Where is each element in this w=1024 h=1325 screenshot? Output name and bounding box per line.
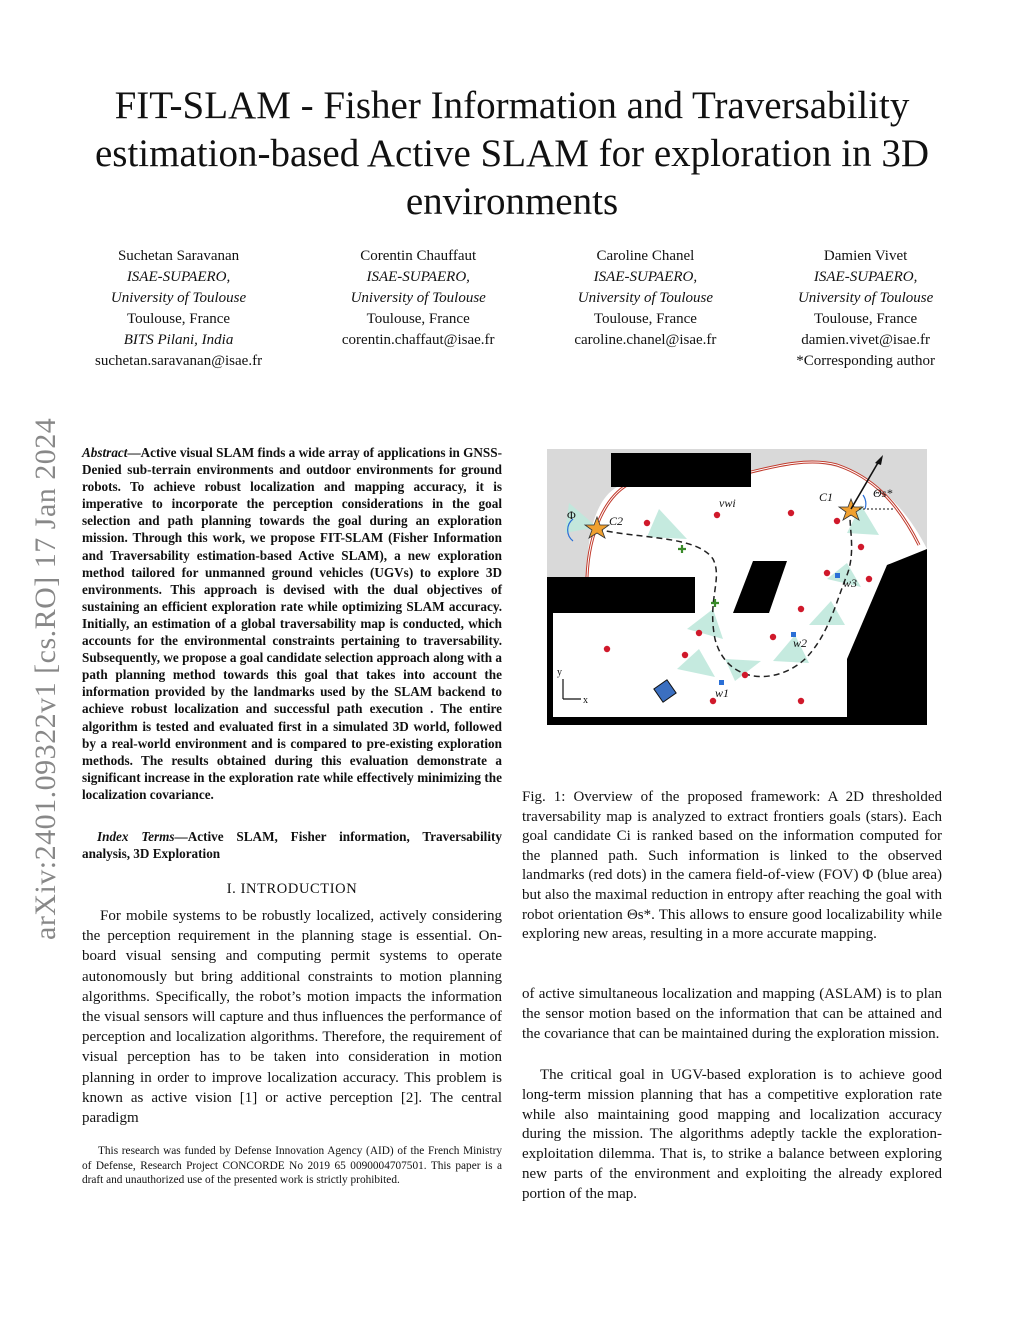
obstacle-top <box>611 453 751 487</box>
right-paragraph-1: of active simultaneous localization and mapping (ASLAM) is to plan the sensor motion based on the information that can be attained and the covariance that can be maintained during the exploration mission. <box>522 986 942 1042</box>
author-name: Caroline Chanel <box>596 248 695 264</box>
author-university: University of Toulouse <box>350 290 486 306</box>
author-1 <box>95 246 262 372</box>
author-3 <box>574 246 716 372</box>
funding-footnote: This research was funded by Defense Innovation Agency (AID) of the French Ministry of Defense, Research Project CONCORDE No 2019 65 0090004707501. This paper is a draft and unauthorized use of the presented work is strictly prohibited. <box>82 1145 502 1187</box>
author-university: University of Toulouse <box>797 290 934 306</box>
author-university: University of Toulouse <box>110 290 247 306</box>
label-c2: C2 <box>609 514 624 528</box>
author-location: Toulouse, France <box>366 311 470 327</box>
landmark-dot <box>788 510 794 516</box>
author-name: Damien Vivet <box>823 248 908 264</box>
landmark-dot <box>798 606 804 612</box>
landmark-dot <box>824 570 830 576</box>
landmark-dot <box>714 512 720 518</box>
map-border-bottom <box>547 717 927 725</box>
landmark-dot <box>742 672 748 678</box>
landmark-dot <box>644 520 650 526</box>
landmark-dot <box>798 698 804 704</box>
landmark-dot <box>858 544 864 550</box>
author-block <box>95 246 935 372</box>
author-email: corentin.chaffaut@isae.fr <box>341 332 495 348</box>
index-terms-lead: Index Terms <box>97 829 175 844</box>
author-email: damien.vivet@isae.fr <box>801 332 930 348</box>
obstacle-left-wall <box>547 577 695 613</box>
author-email: caroline.chanel@isae.fr <box>574 332 717 348</box>
author-name: Corentin Chauffaut <box>360 248 477 264</box>
author-4 <box>796 246 935 372</box>
right-paragraph-2: The critical goal in UGV-based exploration is to achieve good long-term mission planning that has a competitive exploration rate while also maintaining good mapping and localization accuracy during the mission. The algorithms adeptly tackle the exploration-exploitation dilemma. That is, to strike a balance between exploring new parts of the environment and exploiting the already explored portion of the map. <box>522 1067 942 1202</box>
label-theta: Θs* <box>873 486 893 500</box>
label-axis-x: x <box>583 695 588 706</box>
index-terms <box>82 828 502 862</box>
landmark-dot <box>834 518 840 524</box>
author-affiliation: ISAE-SUPAERO, <box>126 269 231 285</box>
author-email: suchetan.saravanan@isae.fr <box>95 353 263 369</box>
label-w3: w3 <box>843 576 858 590</box>
author-affiliation: ISAE-SUPAERO, <box>813 269 918 285</box>
author-university: University of Toulouse <box>577 290 714 306</box>
paper-title: FIT-SLAM - Fisher Information and Traversability estimation-based Active SLAM for exploration in 3D environments <box>94 84 929 223</box>
author-affiliation: ISAE-SUPAERO, <box>366 269 470 285</box>
landmark-dot <box>770 634 776 640</box>
landmark-dot <box>866 576 872 582</box>
author-affiliation: ISAE-SUPAERO, <box>593 269 698 285</box>
author-location: Toulouse, France <box>126 311 231 327</box>
arxiv-identifier: arXiv:2401.09322v1 [cs.RO] 17 Jan 2024 <box>29 417 62 940</box>
author-extra-affiliation: BITS Pilani, India <box>123 332 234 348</box>
map-border-left <box>547 577 553 725</box>
author-location: Toulouse, France <box>814 311 918 327</box>
label-w1: w1 <box>715 686 730 700</box>
landmark-dot <box>604 646 610 652</box>
figure-1-map <box>547 449 927 725</box>
abstract-text: —Active visual SLAM finds a wide array of applications in GNSS-Denied sub-terrain environments and outdoor environments for ground robots. To achieve robust localization and mapping accuracy, it is imperative to incorporate the perception considerations in the goal selection and path planning towards the goal during an exploration mission. Through this work, we propose FIT-SLAM (Fisher Information and Traversability estimation-based Active SLAM), a new exploration method tailored for unmanned ground vehicles (UGVs) to explore 3D environments. This approach is devised with the dual objectives of sustaining an efficient exploration rate while optimizing SLAM accuracy. Initially, an estimation of a global traversability map is conducted, which accounts for the environmental constraints pertaining to traversability. Subsequently, we propose a goal candidate selection approach along with a path planning method towards this goal that takes into account the information provided by the landmarks used by the SLAM backend to achieve robust localization and successful path execution . The entire algorithm is tested and evaluated first in a simulated 3D world, followed by a real-world environment and is compared to pre-existing exploration methods. The results obtained during this evaluation demonstrate a significant increase in the exploration rate while effectively minimizing the localization covariance. <box>82 445 502 802</box>
label-c1: C1 <box>819 490 834 504</box>
figure-1-caption: Fig. 1: Overview of the proposed framework: A 2D thresholded traversability map is analyzed to extract frontiers goals (stars). Each goal candidate Ci is ranked based on the information computed for the planned path. Such information is linked to the observed landmarks (red dots) in the camera field-of-view (FOV) Φ (blue area) but also the maximal reduction in entropy after reaching the goal with robot orientation Θs*. This allows to ensure good localizability while exploring new areas, resulting in a more accurate mapping. <box>522 789 942 943</box>
index-terms-text: —Active SLAM, Fisher information, Traversability analysis, 3D Exploration <box>82 829 502 862</box>
author-name: Suchetan Saravanan <box>117 248 240 264</box>
abstract-lead: Abstract <box>82 445 128 460</box>
label-axis-y: y <box>557 667 562 678</box>
author-2 <box>342 246 495 372</box>
waypoint-w1 <box>719 680 724 685</box>
introduction-paragraph: For mobile systems to be robustly localized, actively considering the perception requirement in the planning stage is essential. On-board visual sensing and computing permit systems to operate autonomously but bring additional constraints to motion planning algorithms. Specifically, the robot’s motion impacts the information the visual sensors will capture and thus influences the performance of perception and localization algorithms. Therefore, the requirement of visual perception has to be taken into consideration in motion planning in order to improve localization accuracy. This problem is known as active vision [1] or active perception [2]. The central paradigm <box>82 908 502 1127</box>
landmark-dot <box>696 630 702 636</box>
label-vwi: vwi <box>719 496 736 510</box>
label-phi: Φ <box>567 508 576 522</box>
section-heading-introduction: I. INTRODUCTION <box>226 881 358 897</box>
waypoint-w3 <box>835 573 840 578</box>
author-location: Toulouse, France <box>593 311 697 327</box>
abstract <box>82 444 502 803</box>
corresponding-note: *Corresponding author <box>796 353 935 369</box>
label-w2: w2 <box>793 636 808 650</box>
landmark-dot <box>682 652 688 658</box>
